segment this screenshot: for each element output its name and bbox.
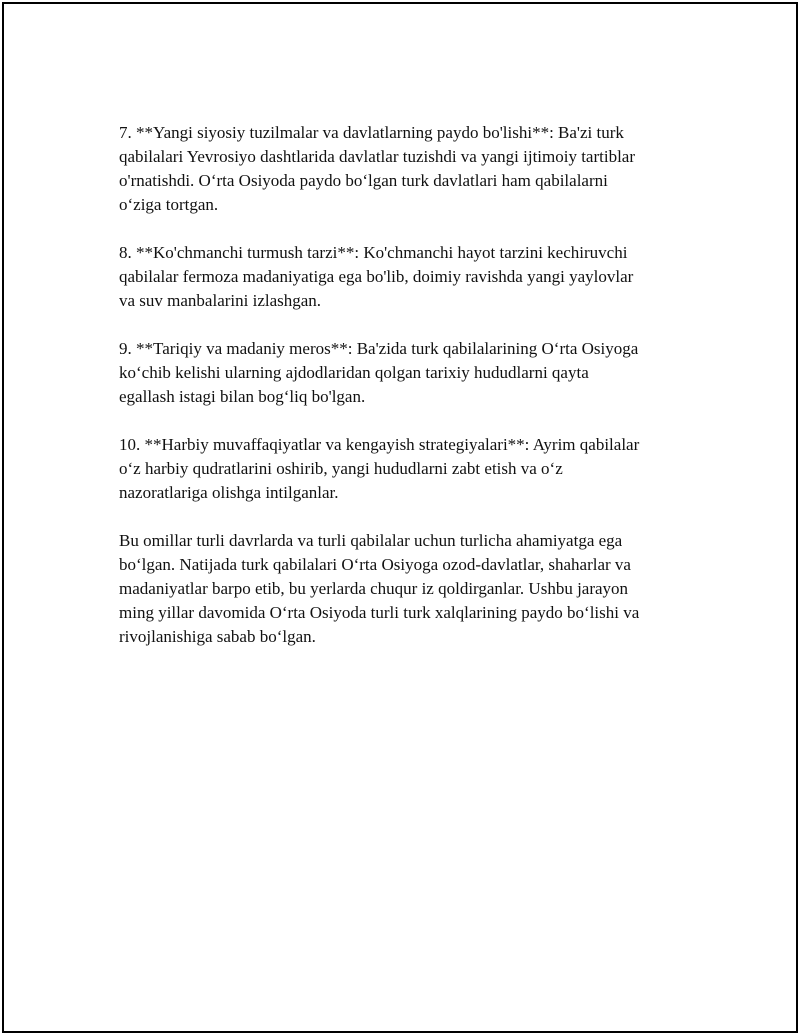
paragraph-7 (119, 121, 699, 217)
text-line: 8. **Ko'chmanchi turmush tarzi**: Ko'chmanchi hayot tarzini kechiruvchi (119, 243, 628, 262)
paragraph-10 (119, 433, 699, 505)
text-line: bo‘lgan. Natijada turk qabilalari O‘rta Osiyoga ozod-davlatlar, shaharlar va (119, 555, 631, 574)
text-line: 9. **Tariqiy va madaniy meros**: Ba'zida turk qabilalarining O‘rta Osiyoga (119, 339, 639, 358)
text-line: Bu omillar turli davrlarda va turli qabilalar uchun turlicha ahamiyatga ega (119, 531, 623, 550)
text-line: nazoratlariga olishga intilganlar. (119, 483, 339, 502)
text-line: 7. **Yangi siyosiy tuzilmalar va davlatlarning paydo bo'lishi**: Ba'zi turk (119, 123, 624, 142)
text-line: o'rnatishdi. O‘rta Osiyoda paydo bo‘lgan turk davlatlari ham qabilalarni (119, 171, 608, 190)
text-line: madaniyatlar barpo etib, bu yerlarda chuqur iz qoldirganlar. Ushbu jarayon (119, 579, 629, 598)
text-line: qabilalari Yevrosiyo dashtlarida davlatlar tuzishdi va yangi ijtimoiy tartiblar (119, 147, 636, 166)
text-line: ming yillar davomida O‘rta Osiyoda turli turk xalqlarining paydo bo‘lishi va (119, 603, 640, 622)
document-page (2, 2, 798, 1033)
text-line: 10. **Harbiy muvaffaqiyatlar va kengayish strategiyalari**: Ayrim qabilalar (119, 435, 640, 454)
text-line: o‘ziga tortgan. (119, 195, 219, 214)
text-line: ko‘chib kelishi ularning ajdodlaridan qolgan tarixiy hududlarni qayta (119, 363, 589, 382)
paragraph-conclusion (119, 529, 699, 649)
text-line: egallash istagi bilan bog‘liq bo'lgan. (119, 387, 366, 406)
text-line: o‘z harbiy qudratlarini oshirib, yangi hududlarni zabt etish va o‘z (119, 459, 563, 478)
paragraph-8 (119, 241, 699, 313)
text-line: va suv manbalarini izlashgan. (119, 291, 322, 310)
text-line: qabilalar fermoza madaniyatiga ega bo'lib, doimiy ravishda yangi yaylovlar (119, 267, 634, 286)
text-line: rivojlanishiga sabab bo‘lgan. (119, 627, 316, 646)
paragraph-9 (119, 337, 699, 409)
document-body (119, 121, 699, 673)
